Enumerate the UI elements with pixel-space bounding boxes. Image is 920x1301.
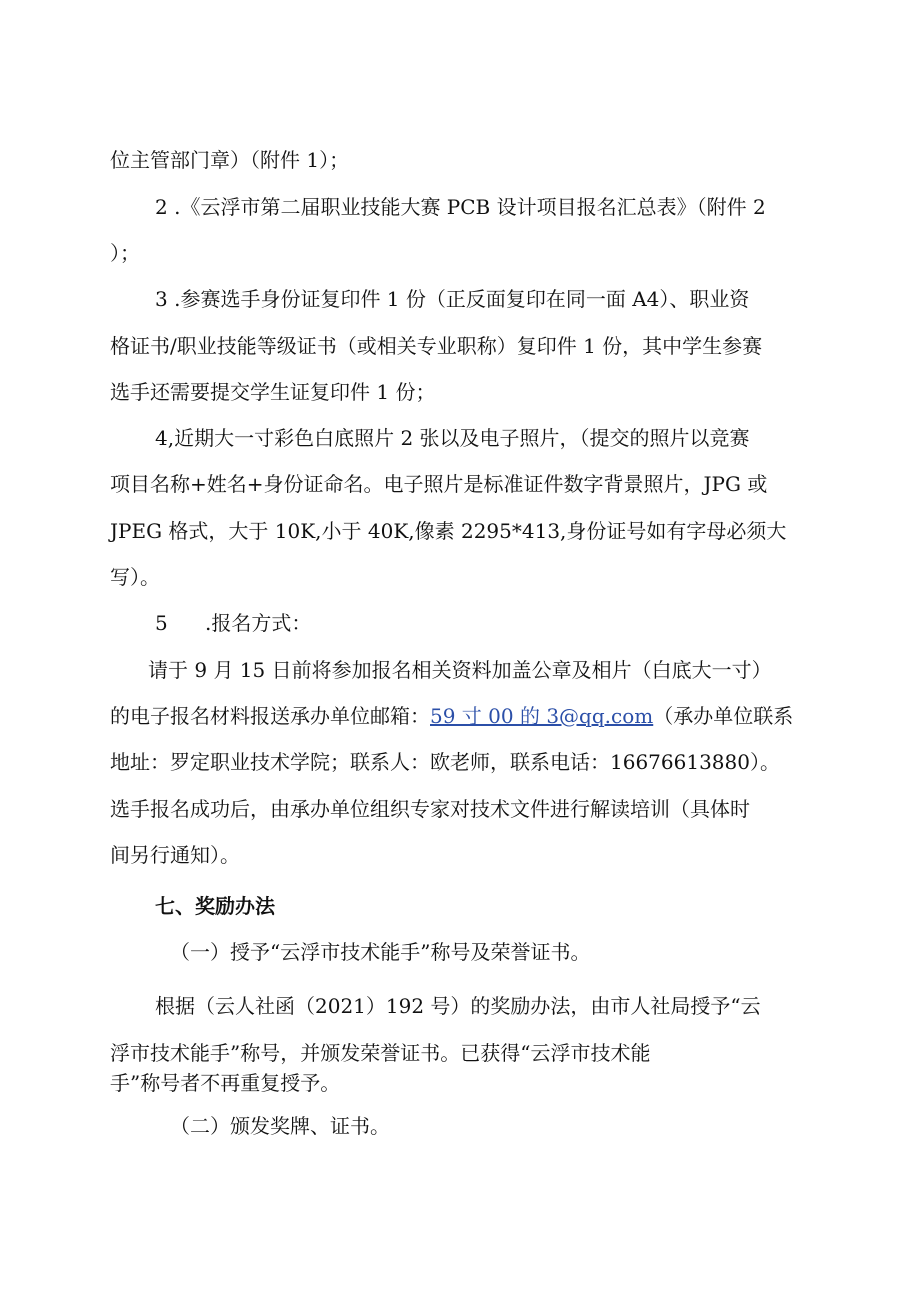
registration-line1: 请于 9 月 15 日前将参加报名相关资料加盖公章及相片（白底大一寸） [148,658,772,682]
item2-line2: ）； [110,241,140,265]
item5-number: 5 [155,611,168,635]
item3-line3: 选手还需要提交学生证复印件 1 份； [110,380,436,404]
item1-tail: 位主管部门章）（附件 1）； [110,148,350,172]
registration-line2-prefix: 的电子报名材料报送承办单位邮箱： [110,704,430,728]
reward2-title: （二）颁发奖牌、证书。 [170,1114,390,1138]
registration-email-link[interactable]: 59 寸 00 的 3@qq.com [430,704,654,728]
item4-line4: 写）。 [110,565,160,589]
reward1-line3: 手”称号者不再重复授予。 [110,1071,341,1095]
item3-line2: 格证书/职业技能等级证书（或相关专业职称）复印件 1 份，其中学生参赛 [110,334,763,358]
item5-label: .报名方式： [205,611,312,635]
reward1-title: （一）授予“云浮市技术能手”称号及荣誉证书。 [170,940,591,964]
item2-line1: 2 .《云浮市第二届职业技能大赛 PCB 设计项目报名汇总表》（附件 2 [155,195,766,219]
registration-line2 [110,703,793,729]
reward1-line2: 浮市技术能手”称号，并颁发荣誉证书。已获得“云浮市技术能 [110,1041,651,1065]
registration-line5: 间另行通知）。 [110,843,240,867]
section7-heading: 七、奖励办法 [155,894,275,918]
item4-line3: JPEG 格式，大于 10K,小于 40K,像素 2295*413,身份证号如有字母必须大 [110,519,787,543]
registration-line2-suffix: （承办单位联系 [653,704,794,728]
registration-line3: 地址：罗定职业技术学院；联系人：欧老师，联系电话：16676613880）。 [110,750,780,774]
reward1-line1: 根据（云人社函（2021）192 号）的奖励办法，由市人社局授予“云 [155,994,761,1018]
item4-line2: 项目名称+姓名+身份证命名。电子照片是标准证件数字背景照片，JPG 或 [110,472,768,496]
registration-line4: 选手报名成功后，由承办单位组织专家对技术文件进行解读培训（具体时 [110,797,750,821]
item3-line1: 3 .参赛选手身份证复印件 1 份（正反面复印在同一面 A4）、职业资 [155,287,750,311]
item4-line1: 4,近期大一寸彩色白底照片 2 张以及电子照片，（提交的照片以竞赛 [155,426,750,450]
